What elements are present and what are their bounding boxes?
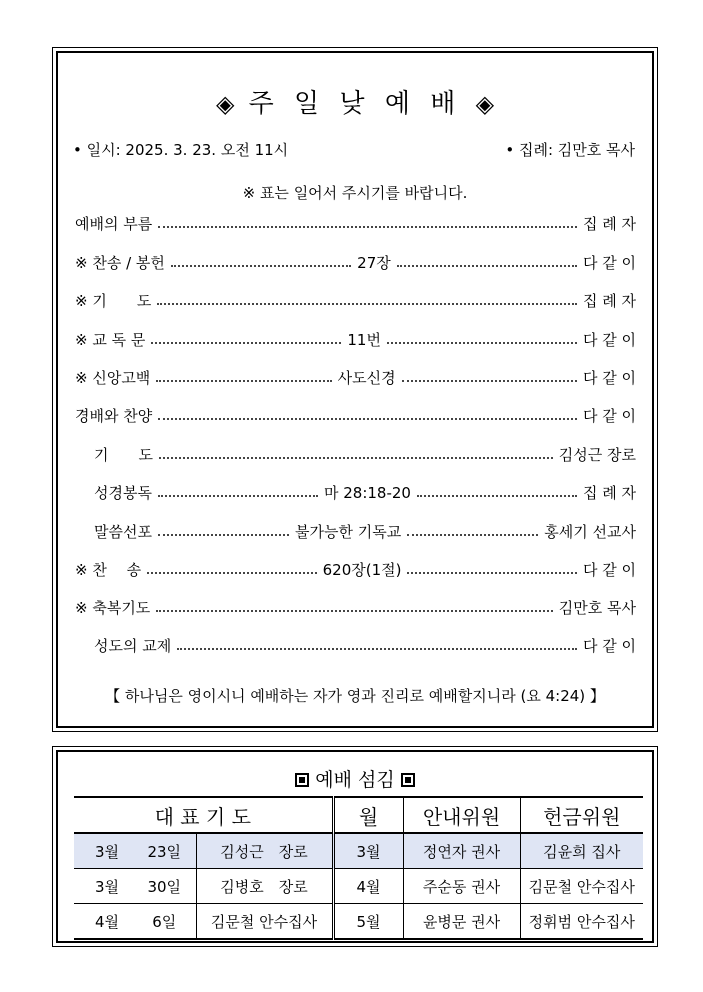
order-item-person: 다 같 이 xyxy=(582,368,636,387)
prayer-day: 6일 xyxy=(140,904,196,940)
square-bullet-icon xyxy=(295,773,309,787)
order-item-label: 기 도 xyxy=(94,445,153,464)
order-item-person: 다 같 이 xyxy=(582,560,636,579)
prayer-person: 김병호 장로 xyxy=(196,869,333,904)
order-item xyxy=(94,634,636,656)
leader-dots xyxy=(407,572,577,574)
header-offering: 헌금위원 xyxy=(520,797,643,833)
order-item-person: 김만호 목사 xyxy=(558,598,636,617)
offering-person: 김윤희 집사 xyxy=(520,833,643,869)
order-item xyxy=(75,558,636,580)
prayer-month: 3월 xyxy=(74,833,140,869)
order-item xyxy=(94,520,636,542)
leader-dots xyxy=(158,534,289,536)
header-month: 월 xyxy=(333,797,403,833)
leader-dots xyxy=(158,418,577,420)
order-item-label: ※ 기 도 xyxy=(75,291,152,310)
scripture-verse: 【 하나님은 영이시니 예배하는 자가 영과 진리로 예배할지니라 (요 4:24) 】 xyxy=(105,687,605,705)
staff-table xyxy=(74,796,643,940)
worship-order-box xyxy=(52,47,658,732)
prayer-month: 4월 xyxy=(74,904,140,940)
usher-person: 윤병문 권사 xyxy=(403,904,520,940)
leader-dots xyxy=(159,457,553,459)
diamond-icon: ◈ xyxy=(215,90,235,118)
service-date: • 일시: 2025. 3. 23. 오전 11시 xyxy=(73,141,289,159)
order-item xyxy=(75,328,636,350)
order-item-label: ※ 교 독 문 xyxy=(75,330,146,349)
order-item-label: 예배의 부름 xyxy=(75,214,153,233)
title-text: 주 일 낮 예 배 xyxy=(248,89,462,119)
order-item xyxy=(75,251,636,273)
order-item-content: 마 28:18-20 xyxy=(323,483,411,502)
leader-dots xyxy=(177,648,577,650)
header-usher: 안내위원 xyxy=(403,797,520,833)
table-header-row xyxy=(74,797,643,833)
leader-dots xyxy=(387,342,577,344)
order-item xyxy=(75,212,636,234)
order-item xyxy=(75,366,636,388)
order-item-label: ※ 찬 송 xyxy=(75,560,142,579)
leader-dots xyxy=(156,380,331,382)
duty-month: 4월 xyxy=(333,869,403,904)
order-item-content: 사도신경 xyxy=(337,368,396,387)
leader-dots xyxy=(158,226,577,228)
service-leader: • 집례: 김만호 목사 xyxy=(505,141,635,159)
order-item-person: 다 같 이 xyxy=(582,406,636,425)
prayer-person: 김문철 안수집사 xyxy=(196,904,333,940)
offering-person: 정휘범 안수집사 xyxy=(520,904,643,940)
order-item-label: 성경봉독 xyxy=(94,483,152,502)
leader-dots xyxy=(147,572,317,574)
prayer-day: 30일 xyxy=(140,869,196,904)
page-title xyxy=(58,83,652,120)
duty-month: 3월 xyxy=(333,833,403,869)
duty-month: 5월 xyxy=(333,904,403,940)
order-item-label: 말씀선포 xyxy=(94,522,152,541)
order-item-person: 다 같 이 xyxy=(583,253,637,272)
leader-dots xyxy=(156,610,552,612)
order-item-content: 27장 xyxy=(357,253,391,272)
prayer-day: 23일 xyxy=(140,833,196,869)
order-item-content: 11번 xyxy=(347,330,381,349)
square-bullet-icon xyxy=(401,773,415,787)
order-item-person: 집 례 자 xyxy=(582,291,636,310)
table-row xyxy=(74,869,643,904)
order-item xyxy=(75,289,636,311)
order-item-label: ※ 축복기도 xyxy=(75,598,151,617)
order-item-person: 홍세기 선교사 xyxy=(544,522,637,541)
usher-person: 주순동 권사 xyxy=(403,869,520,904)
staff-title-text: 예배 섬김 xyxy=(315,769,395,791)
table-row xyxy=(74,904,643,940)
order-item-label: 성도의 교제 xyxy=(94,636,172,655)
order-item-content: 620장(1절) xyxy=(322,560,402,579)
order-item xyxy=(94,443,636,465)
leader-dots xyxy=(417,495,577,497)
order-item-person: 다 같 이 xyxy=(582,636,636,655)
staff-title xyxy=(58,765,652,792)
service-staff-frame xyxy=(56,750,654,943)
leader-dots xyxy=(158,495,318,497)
order-item xyxy=(75,596,636,618)
worship-order-frame xyxy=(56,51,654,728)
order-item-label: 경배와 찬양 xyxy=(75,406,153,425)
order-item-person: 김성근 장로 xyxy=(558,445,636,464)
prayer-month: 3월 xyxy=(74,869,140,904)
table-row xyxy=(74,833,643,869)
leader-dots xyxy=(402,380,577,382)
diamond-icon: ◈ xyxy=(475,90,495,118)
leader-dots xyxy=(171,265,351,267)
header-rep-prayer: 대 표 기 도 xyxy=(74,797,333,833)
order-item-person: 다 같 이 xyxy=(582,330,636,349)
order-item-label: ※ 찬송 / 봉헌 xyxy=(75,253,165,272)
standing-notice: ※ 표는 일어서 주시기를 바랍니다. xyxy=(242,184,468,202)
order-item-label: ※ 신앙고백 xyxy=(75,368,151,387)
order-item-content: 불가능한 기독교 xyxy=(295,522,402,541)
leader-dots xyxy=(157,303,577,305)
order-item-person: 집 례 자 xyxy=(583,483,637,502)
offering-person: 김문철 안수집사 xyxy=(520,869,643,904)
order-item xyxy=(94,481,636,503)
leader-dots xyxy=(151,342,341,344)
order-item-person: 집 례 자 xyxy=(582,214,636,233)
order-item xyxy=(75,404,636,426)
prayer-person: 김성근 장로 xyxy=(196,833,333,869)
usher-person: 정연자 권사 xyxy=(403,833,520,869)
leader-dots xyxy=(407,534,538,536)
service-staff-box xyxy=(52,746,658,947)
leader-dots xyxy=(397,265,577,267)
